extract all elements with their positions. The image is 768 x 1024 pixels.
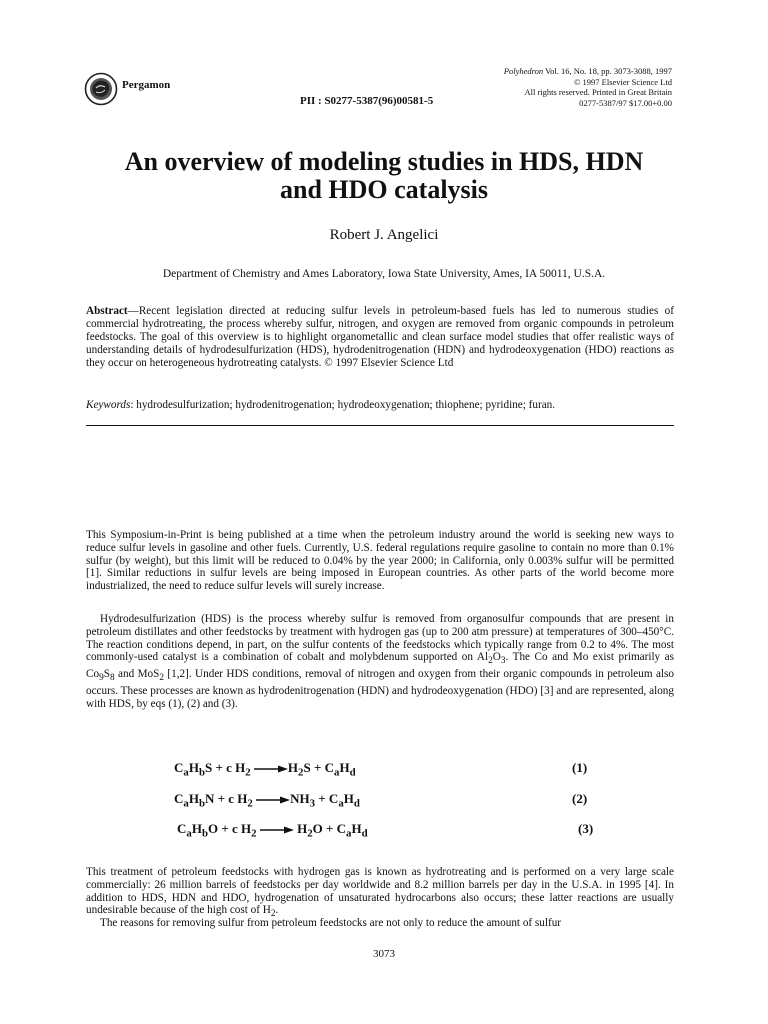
equation-number-3: (3) xyxy=(578,821,594,836)
publisher-name: Pergamon xyxy=(122,79,171,91)
rights-line: All rights reserved. Printed in Great Britain xyxy=(524,87,672,97)
page-number: 3073 xyxy=(373,948,395,960)
journal-name: Polyhedron xyxy=(503,66,544,76)
paragraph-text: Hydrodesulfurization (HDS) is the process whereby sulfur is removed from organosulfur compounds that are present in petroleum distillates and other feedstocks by treatment with hydrogen gas (up to 200 atm pressure) at temperatures of 300–450°C. The reaction conditions depend, in part, on the sulfur contents of the feedstocks which typically range from 0.2 to 4%. The most commonly-used catalyst is a combination of cobalt and molybdenum supported on $Al_2O_3$. The Co and Mo exist primarily as $Co_9S_8$ and MoS$_2$ [1,2]. Under HDS conditions, removal of nitrogen and oxygen from their organic compounds in petroleum also occurs. These processes are known as hydrodenitrogenation (HDN) and hydrodeoxygenation (HDO) [3] and are represented, along with HDS, by eqs (1), (2) and (3). xyxy=(86,613,674,711)
keywords-label: Keywords xyxy=(86,399,131,411)
price-line: 0277-5387/97 $17.00+0.00 xyxy=(579,97,672,108)
journal-citation xyxy=(504,66,672,77)
paragraph-text: This treatment of petroleum feedstocks with hydrogen gas is known as hydrotreating and is performed on a very large scale commercially: 26 million barrels of feedstocks per day worldwide and 8.2 million barrels per day in the U.S.A. in 1995 [4]. In addition to HDS, HDN and HDO, hydrogenation of unsaturated hydrocarbons also occurs; these latter reactions are usually undesirable because of the high cost of $H_2$. xyxy=(86,866,674,920)
title-line-1: An overview of modeling studies in HDS, HDN xyxy=(124,147,644,176)
body-paragraph-4 xyxy=(86,917,674,930)
journal-volume: Vol. 16, No. 18, pp. 3073-3088, 1997 xyxy=(543,66,672,76)
reaction-arrow-icon xyxy=(260,826,294,834)
body-paragraph-1 xyxy=(86,529,674,593)
abstract xyxy=(86,305,674,370)
title-line-2: and HDO catalysis xyxy=(279,175,489,204)
paragraph-text: The reasons for removing sulfur from petroleum feedstocks are not only to reduce the amount of sulfur xyxy=(100,917,562,929)
journal-citation-block xyxy=(504,66,672,108)
paper-title xyxy=(0,148,768,204)
keywords xyxy=(86,399,674,411)
equation-number-1: (1) xyxy=(572,760,588,775)
body-paragraph-3 xyxy=(86,866,674,921)
keywords-text: : hydrodesulfurization; hydrodenitrogenation; hydrodeoxygenation; thiophene; pyridine; furan. xyxy=(130,399,556,411)
section-divider xyxy=(86,425,674,426)
equation-3: $C_aH_bO + c$ $H_2$ $H_2O + C_aH_d$ xyxy=(177,821,368,840)
equation-1: $C_aH_bS + c$ $H_2$ $H_2S + C_aH_d$ xyxy=(174,760,356,779)
reaction-arrow-icon xyxy=(256,796,290,804)
abstract-label: Abstract xyxy=(86,305,128,317)
reaction-arrow-icon xyxy=(254,765,288,773)
equation-2: $C_aH_bN + c$ $H_2$ $NH_3 + C_aH_d$ xyxy=(174,791,360,810)
body-paragraph-2 xyxy=(86,613,674,711)
pii-code: PII : S0277-5387(96)00581-5 xyxy=(300,95,434,107)
equation-number-2: (2) xyxy=(572,791,588,806)
paragraph-text: This Symposium-in-Print is being published at a time when the petroleum industry around the world is seeking new ways to reduce sulfur levels in gasoline and other fuels. Currently, U.S. federal regulations require gasoline to contain no more than 0.1% sulfur (by weight), but this limit will be reduced to 0.04% by the year 2000; in California, only 0.003% sulfur will be permitted [1]. Similar reductions in sulfur levels are being imposed in European countries. As other parts of the world become more industrialized, the need to reduce sulfur levels will surely increase. xyxy=(86,529,674,593)
affiliation: Department of Chemistry and Ames Laboratory, Iowa State University, Ames, IA 50011, U.S.A. xyxy=(162,268,606,280)
pergamon-logo-icon xyxy=(84,72,118,106)
copyright-line: © 1997 Elsevier Science Ltd xyxy=(573,76,672,87)
abstract-text: —Recent legislation directed at reducing sulfur levels in petroleum-based fuels has led to numerous studies of commercial hydrotreating, the process whereby sulfur, nitrogen, and oxygen are removed from organic compounds in petroleum feedstocks. The goal of this overview is to highlight organometallic and clean surface model studies that offer realistic ways of understanding details of hydrodesulfurization (HDS), hydrodenitrogenation (HDN) and hydrodeoxygenation (HDO) reactions as they occur on heterogeneous hydrotreating catalysts. © 1997 Elsevier Science Ltd xyxy=(86,305,674,369)
author-name: Robert J. Angelici xyxy=(329,227,439,243)
